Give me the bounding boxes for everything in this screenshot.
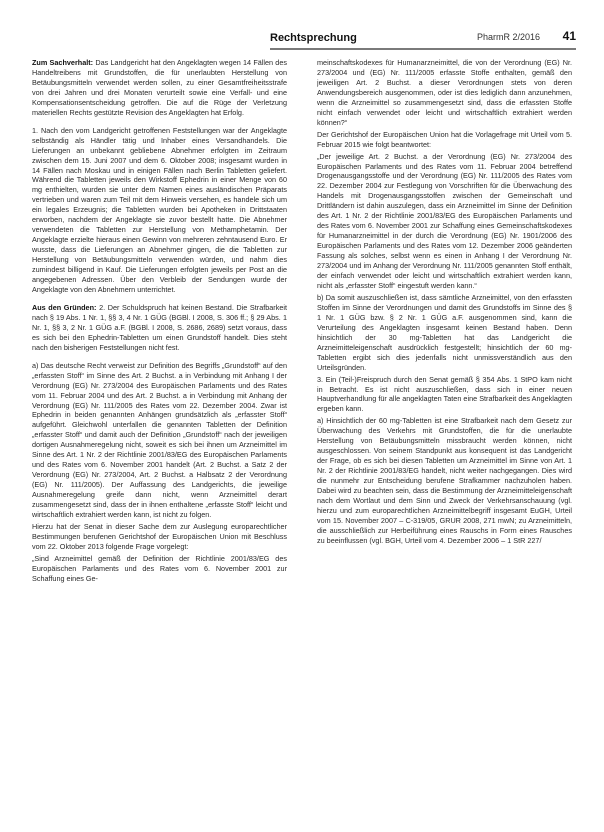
paragraph: 3. Ein (Teil-)Freispruch durch den Senat gemäß § 354 Abs. 1 StPO kam nicht in Betracht. Es ist nicht auszuschließen, dass sich in einer neuen Hauptverhandlung für alle angeklagten Taten eine Strafbarkeit des Angeklagten ergeben kann. bbox=[317, 374, 572, 414]
page-number: 41 bbox=[562, 29, 576, 43]
paragraph: „Sind Arzneimittel gemäß der Definition der Richtlinie 2001/83/EG des Europäischen Parlaments und des Rates vom 6. November 2001 zur Schaffung eines Ge- bbox=[32, 553, 287, 583]
paragraph: Hierzu hat der Senat in dieser Sache dem zur Auslegung europarechtlicher Bestimmungen berufenen Gerichtshof der Europäischen Union mit Beschluss vom 22. Oktober 2013 folgende Frage vorgelegt: bbox=[32, 521, 287, 551]
paragraph-text: Das Landgericht hat den Angeklagten wegen 14 Fällen des Handeltreibens mit Grundstoffen, die für unerlaubten Herstellung von Betäubungsmitteln verwendet werden sollen, zu einer Gesamtfreiheitsstrafe von drei Jahren und drei Monaten verurteilt sowie eine Verfall- und eine Kompensationsentscheidung getroffen. Die auf die Rüge der Verletzung materiellen Rechts gestützte Revision des Angeklagten hat Erfolg. bbox=[32, 58, 287, 117]
paragraph bbox=[32, 58, 287, 118]
left-column bbox=[32, 58, 287, 828]
paragraph: a) Hinsichtlich der 60 mg-Tabletten ist eine Strafbarkeit nach dem Gesetz zur Überwachung des Verkehrs mit Grundstoffen, die für die unerlaubte Herstellung von Betäubungsmitteln missbraucht werden können, nicht ausgeschlossen. Von seinem Standpunkt aus konsequent ist das Landgericht der Frage, ob es sich bei diesen Tabletten um Arzneimittel im Sinne von Art. 1 Nr. 2 der Richtlinie 2001/83/EG handelt, nicht weiter nachgegangen. Dies wird die nunmehr zur Entscheidung berufene Strafkammer nachzuholen haben. Dabei wird zu beachten sein, dass die Bestimmung der Arzneimitteleigenschaft nach dem Wortlaut und dem Sinn und Zweck der Verkehrsanschauung (vgl. hierzu und zum europarechtlichen Arzneimittelbegriff insgesamt EuGH, Urteil vom 15. November 2007 – C-319/05, GRUR 2008, 271 mwN; zu Arzneimitteln, die ausschließlich zur Herbeiführung eines Rauschs in Form eines Rausches zu beeinflussen (vgl. BGH, Urteil vom 4. Dezember 2006 – 1 StR 227/ bbox=[317, 416, 572, 545]
paragraph: b) Da somit auszuschließen ist, dass sämtliche Arzneimittel, von den erfassten Stoffen im Sinne der Verordnungen und damit des Grundstoffs im Sinne des § 1 Nr. 1 GÜG bzw. § 2 Nr. 1 GÜG a.F. ausgenommen sind, kann die Verurteilung des Angeklagten insgesamt keinen Bestand haben. Denn hinsichtlich der 30 mg-Tabletten hat das Landgericht die Arzneimitteleigenschaft ausdrücklich festgestellt; hinsichtlich der 60 mg-Tabletten ergibt sich dies jedenfalls nicht unmissverständlich aus den Urteilsgründen. bbox=[317, 292, 572, 372]
paragraph: 1. Nach den vom Landgericht getroffenen Feststellungen war der Angeklagte selbständig als Händler tätig und Inhaber eines Versandhandels. Die Lieferungen an unbekannt gebliebene Abnehmer erfolgten im Zeitraum zwischen dem 15. Juni 2007 und dem 6. Oktober 2008; insgesamt wurden in 14 Fällen nach Moskau und in einigen Fällen nach Berlin Tabletten geliefert. Während die Tabletten jeweils den Wirkstoff Ephedrin in einer Menge von 60 mg enthielten, wurden sie unter dem Namen eines ausländischen Präparats vertrieben und waren zum Teil mit dem Hinweis versehen, es handele sich um ein legales Erzeugnis; die Tabletten wurden bei Apotheken in Drittstaaten erworben, nachdem der Angeklagte sie zuvor bestellt hatte. Die Abnehmer verwendeten die Tabletten zur Herstellung von Methamphetamin. Der Angeklagte erzielte hieraus einen Gewinn von mehreren zehntausend Euro. Er wusste, dass die Lieferungen an Abnehmer gingen, die die Tabletten zur Herstellung von Betäubungsmitteln verwenden würden, und nahm dies zumindest billigend in Kauf. Die Lieferungen erfolgten jeweils per Post an die angegebenen Adressen. Über den Verbleib der Sendungen wurde der Angeklagte von den Abnehmern unterrichtet. bbox=[32, 125, 287, 294]
journal-reference: PharmR 2/2016 bbox=[476, 32, 540, 42]
header-rule bbox=[270, 48, 576, 50]
section-label: Rechtsprechung bbox=[270, 32, 357, 44]
right-column bbox=[317, 58, 572, 828]
page-header bbox=[30, 24, 576, 54]
paragraph-text: 2. Der Schuldspruch hat keinen Bestand. Die Strafbarkeit nach § 19 Abs. 1 Nr. 1, §§ 3, 4 Nr. 1 GÜG (BGBl. I 2008, S. 306 ff.; § 29 Abs. 1 Nr. 1, §§ 3, 2 Nr. 1 GÜG a.F. (BGBl. I 2008, S. 2686, 2689) setzt voraus, dass es sich bei den Ephedrin-Tabletten um einen Grundstoff handelt. Dies steht nach den bisherigen Feststellungen nicht fest. bbox=[32, 302, 287, 352]
paragraph: „Der jeweilige Art. 2 Buchst. a der Verordnung (EG) Nr. 273/2004 des Europäischen Parlaments und des Rates vom 11. Februar 2004 betreffend Drogenausgangsstoffe und der Verordnung (EG) Nr. 111/2005 des Rates vom 22. Dezember 2004 zur Festlegung von Vorschriften für die Überwachung des Handels mit Drogenausgangsstoffen zwischen der Gemeinschaft und Drittländern ist dahin auszulegen, dass ein Arzneimittel im Sinne der Definition des Art. 1 Nr. 2 der Richtlinie 2001/83/EG des Europäischen Parlaments und des Rates vom 6. November 2001 zur Schaffung eines Gemeinschaftskodexes für Humanarzneimittel in der durch die Verordnung (EG) Nr. 1901/2006 des Europäischen Parlaments und des Rates vom 12. Dezember 2006 geänderten Fassung als solches, selbst wenn es einen in Anhang I der Verordnung Nr. 273/2004 und im Anhang der Verordnung Nr. 111/2005 genannten Stoff enthält, der einfach verwendet oder leicht und wirtschaftlich extrahiert werden kann, nicht als „erfasster Stoff“ eingestuft werden kann.“ bbox=[317, 151, 572, 290]
paragraph bbox=[32, 303, 287, 353]
paragraph: Der Gerichtshof der Europäischen Union hat die Vorlagefrage mit Urteil vom 5. Februar 2015 wie folgt beantwortet: bbox=[317, 129, 572, 149]
paragraph: a) Das deutsche Recht verweist zur Definition des Begriffs „Grundstoff“ auf den „erfassten Stoff“ im Sinne des Art. 2 Buchst. a in Verbindung mit Anhang I der Verordnung (EG) Nr. 273/2004 des Europäischen Parlaments und des Rates vom 11. Februar 2004 und des Art. 2 Buchst. a in Verbindung mit Anhang der Verordnung (EG) Nr. 111/2005 des Rates vom 22. Dezember 2004. Zwar ist Ephedrin in beiden genannten Anhängen grundsätzlich als „erfasster Stoff“ aufgeführt. Gleichwohl unterfallen die genannten Tabletten der Definition „erfasster Stoff“ und damit auch der Definition „Grundstoff“ nach der jeweiligen dortigen Ausnahmeregelung nicht, soweit es sich bei ihnen um Arzneimittel im Sinne des Art. 1 Nr. 2 der Richtlinie 2001/83/EG des Europäischen Parlaments und des Rates vom 6. November 2001 handelt (Art. 2 Buchst. a Satz 2 der Verordnung (EG) Nr. 273/2004, Art. 2 Buchst. a Halbsatz 2 der Verordnung (EG) Nr. 111/2005). Der Auffassung des Landgerichts, die jeweilige Ausnahmeregelung greife dann nicht, wenn Arzneimittel derart zusammengesetzt sind, dass der in ihnen enthaltene „erfasste Stoff“ leicht und wirtschaftlich extrahiert werden kann, ist nicht zu folgen. bbox=[32, 360, 287, 519]
paragraph-lead: Aus den Gründen: bbox=[32, 302, 97, 312]
paragraph-lead: Zum Sachverhalt: bbox=[32, 58, 94, 67]
paragraph: meinschaftskodexes für Humanarzneimittel, die von der Verordnung (EG) Nr. 273/2004 und (EG) Nr. 111/2005 erfasste Stoffe enthalten, gemäß den jeweiligen Art. 2 Buchst. a dieser Verordnungen stets von deren Anwendungsbereich ausgenommen, oder ist dies lediglich dann anzunehmen, wenn die Arzneimittel so zusammengesetzt sind, dass die erfassten Stoffe nicht einfach verwendet oder leicht und wirtschaftlich extrahiert werden können?“ bbox=[317, 58, 572, 127]
